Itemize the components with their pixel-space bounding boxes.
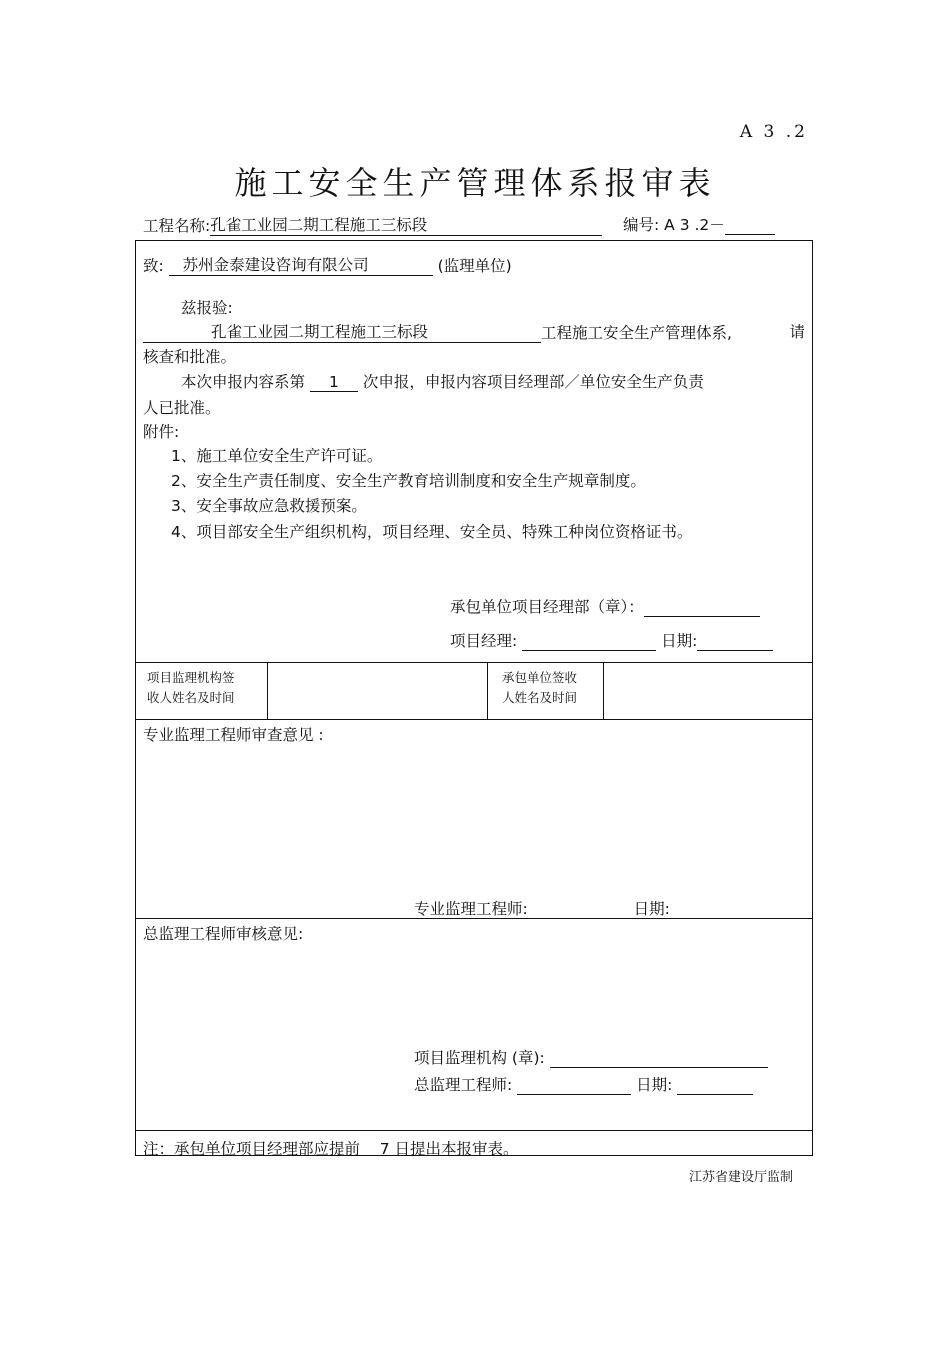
project-header bbox=[143, 213, 602, 236]
manager-field[interactable] bbox=[522, 632, 656, 651]
to-label: 致: bbox=[143, 257, 164, 275]
footer-note: 注：承包单位项目经理部应提前 7 日提出本报审表。 bbox=[143, 1140, 519, 1158]
recipient-line bbox=[143, 253, 512, 276]
supervisor-receipt-label bbox=[147, 668, 235, 708]
contractor-dept-label: 承包单位项目经理部（章）： bbox=[450, 598, 644, 616]
number-label: 编号: bbox=[623, 216, 660, 234]
manager-label: 项目经理: bbox=[450, 632, 518, 650]
specialist-date-label: 日期: bbox=[633, 900, 670, 918]
issuer-mark: 江苏省建设厅监制 bbox=[688, 1170, 793, 1185]
contractor-dept-line bbox=[450, 595, 760, 617]
submit-line bbox=[181, 370, 704, 392]
report-line-end: 请 bbox=[789, 323, 805, 341]
date-field[interactable] bbox=[697, 632, 773, 651]
contractor-dept-field[interactable] bbox=[644, 598, 760, 617]
date-label: 日期: bbox=[661, 632, 698, 650]
contractor-receipt-line2: 人姓名及时间 bbox=[502, 690, 578, 705]
specialist-signer-label: 专业监理工程师: bbox=[414, 900, 528, 918]
attachment-item: 3、安全事故应急救援预案。 bbox=[171, 497, 367, 515]
chief-date-field[interactable] bbox=[677, 1076, 753, 1095]
submit-count-field[interactable] bbox=[310, 373, 358, 392]
report-project-name: 孔雀工业园二期工程施工三标段 bbox=[211, 323, 429, 341]
chief-org-field[interactable] bbox=[550, 1049, 768, 1068]
recipient-name: 苏州金泰建设咨询有限公司 bbox=[182, 256, 369, 274]
number-header bbox=[623, 213, 775, 235]
chief-sign-line bbox=[414, 1073, 753, 1095]
attachments-label: 附件: bbox=[143, 423, 180, 441]
chief-signer-field[interactable] bbox=[517, 1076, 631, 1095]
attachment-item: 4、项目部安全生产组织机构，项目经理、安全员、特殊工种岗位资格证书。 bbox=[171, 523, 693, 541]
divider bbox=[136, 719, 812, 720]
chief-org-line bbox=[414, 1046, 768, 1068]
number-field[interactable] bbox=[725, 216, 775, 235]
form-code: A 3 .2 bbox=[739, 122, 808, 142]
chief-signer-label: 总监理工程师: bbox=[414, 1076, 513, 1094]
divider bbox=[487, 662, 488, 719]
submit-line-2: 人已批准。 bbox=[143, 399, 221, 417]
specialist-sign-line bbox=[414, 897, 748, 919]
project-name-field[interactable] bbox=[210, 213, 602, 236]
attachment-item: 1、施工单位安全生产许可证。 bbox=[171, 447, 383, 465]
chief-review-label: 总监理工程师审核意见: bbox=[143, 925, 304, 943]
submit-prefix: 本次申报内容系第 bbox=[181, 373, 306, 391]
attachment-item: 2、安全生产责任制度、安全生产教育培训制度和安全生产规章制度。 bbox=[171, 472, 646, 490]
number-value: A 3 .2－ bbox=[664, 216, 725, 234]
specialist-review-label: 专业监理工程师审查意见 : bbox=[143, 726, 324, 744]
recipient-suffix: (监理单位) bbox=[437, 257, 512, 275]
report-project-field[interactable] bbox=[143, 320, 541, 343]
contractor-manager-line bbox=[450, 629, 773, 651]
project-label: 工程名称: bbox=[143, 217, 211, 235]
divider bbox=[267, 662, 268, 719]
chief-org-label: 项目监理机构 (章): bbox=[414, 1049, 545, 1067]
submit-suffix: 次申报，申报内容项目经理部／单位安全生产负责 bbox=[362, 373, 704, 391]
contractor-receipt-line1: 承包单位签收 bbox=[502, 670, 578, 685]
divider bbox=[136, 662, 812, 663]
submit-count: 1 bbox=[329, 373, 339, 391]
report-line-tail: 工程施工安全生产管理体系, bbox=[541, 324, 732, 342]
divider bbox=[136, 1130, 812, 1131]
specialist-signer-field[interactable] bbox=[533, 900, 629, 919]
divider bbox=[603, 662, 604, 719]
intro-text: 兹报验: bbox=[181, 299, 233, 317]
specialist-date-field[interactable] bbox=[670, 900, 748, 919]
supervisor-receipt-line2: 收人姓名及时间 bbox=[147, 690, 235, 705]
contractor-receipt-label bbox=[502, 668, 577, 708]
report-line-2: 核查和批准。 bbox=[143, 348, 237, 366]
page-title: 施工安全生产管理体系报审表 bbox=[234, 164, 716, 202]
report-line bbox=[143, 320, 805, 343]
chief-date-label: 日期: bbox=[636, 1076, 673, 1094]
recipient-field[interactable] bbox=[169, 253, 433, 276]
supervisor-receipt-line1: 项目监理机构签 bbox=[147, 670, 235, 685]
project-name: 孔雀工业园二期工程施工三标段 bbox=[210, 216, 428, 234]
